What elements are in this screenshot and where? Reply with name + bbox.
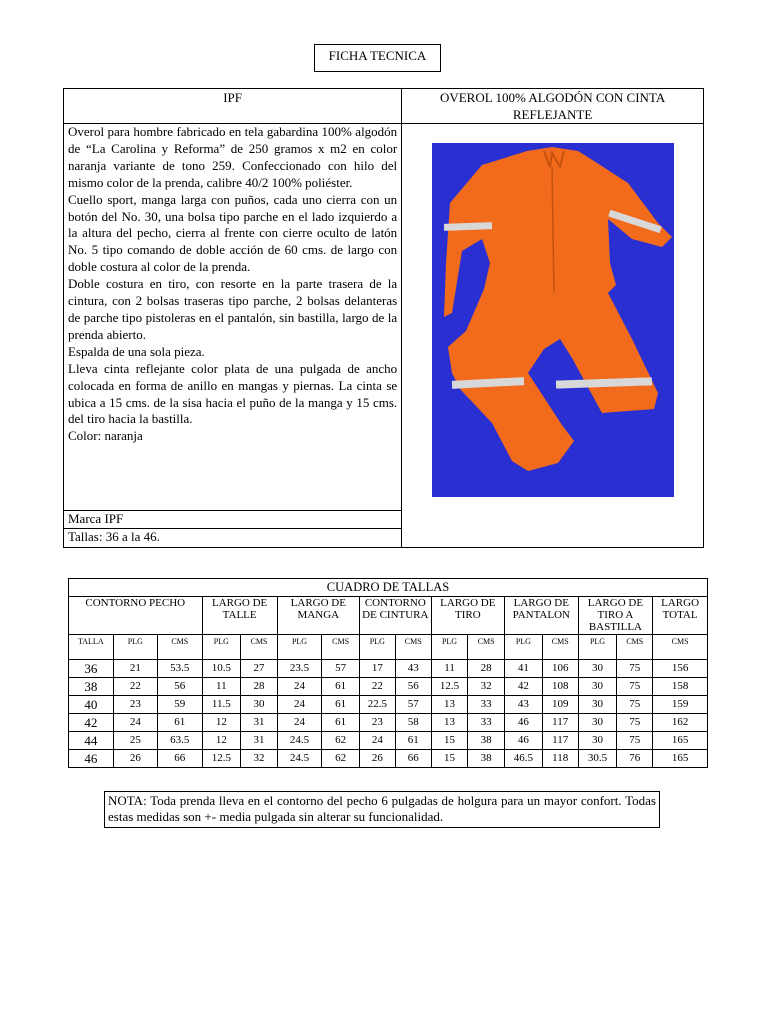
sizes-line: Tallas: 36 a la 46. — [64, 529, 402, 548]
description-paragraph: Cuello sport, manga larga con puños, cada uno cierra con un botón del No. 30, una bolsa tipo parche en el lado izquierdo a la altura del pecho, cierra al frente con cierre oculto de latón No. 5 tipo comando de doble acción de 60 cms. de largo con doble costura al color de la prenda. — [68, 191, 398, 275]
size-cell: 36 — [69, 660, 114, 678]
measure-cell: 27 — [241, 660, 278, 678]
measure-cell: 22 — [359, 678, 395, 696]
measure-cell: 75 — [617, 732, 653, 750]
measure-cell: 31 — [241, 732, 278, 750]
column-subheader: CMS — [322, 635, 360, 660]
measure-cell: 23.5 — [277, 660, 322, 678]
column-subheader: CMS — [395, 635, 431, 660]
measure-cell: 26 — [359, 750, 395, 768]
measure-cell: 76 — [617, 750, 653, 768]
column-subheader: TALLA — [69, 635, 114, 660]
group-header: LARGO DE MANGA — [277, 597, 359, 635]
measure-cell: 61 — [395, 732, 431, 750]
group-header: CONTORNO DE CINTURA — [359, 597, 431, 635]
measure-cell: 61 — [322, 678, 360, 696]
table-row — [69, 714, 708, 732]
measure-cell: 106 — [542, 660, 578, 678]
measure-cell: 30.5 — [578, 750, 617, 768]
measure-cell: 24 — [113, 714, 157, 732]
measure-cell: 117 — [542, 714, 578, 732]
size-chart-caption: CUADRO DE TALLAS — [69, 579, 708, 597]
measure-cell: 25 — [113, 732, 157, 750]
measure-cell: 13 — [431, 696, 468, 714]
table-row — [69, 750, 708, 768]
measure-cell: 59 — [158, 696, 202, 714]
measure-cell: 12 — [202, 732, 241, 750]
group-header: LARGO DE TIRO A BASTILLA — [578, 597, 653, 635]
column-subheader: PLG — [431, 635, 468, 660]
measure-cell: 56 — [395, 678, 431, 696]
measure-cell: 28 — [468, 660, 505, 678]
measure-cell: 31 — [241, 714, 278, 732]
measure-cell: 30 — [578, 714, 617, 732]
note: NOTA: Toda prenda lleva en el contorno del pecho 6 pulgadas de holgura para un mayor confort. Todas estas medidas son +- media pulgada sin alterar su funcionalidad. — [104, 791, 660, 828]
measure-cell: 57 — [395, 696, 431, 714]
column-subheader: PLG — [277, 635, 322, 660]
measure-cell: 165 — [653, 732, 708, 750]
spec-table — [63, 88, 704, 548]
measure-cell: 46 — [504, 732, 542, 750]
measure-cell: 162 — [653, 714, 708, 732]
measure-cell: 10.5 — [202, 660, 241, 678]
measure-cell: 61 — [158, 714, 202, 732]
measure-cell: 53.5 — [158, 660, 202, 678]
column-subheader: PLG — [578, 635, 617, 660]
column-subheader: CMS — [158, 635, 202, 660]
measure-cell: 13 — [431, 714, 468, 732]
brand-header: IPF — [64, 89, 402, 124]
measure-cell: 23 — [359, 714, 395, 732]
measure-cell: 21 — [113, 660, 157, 678]
table-row — [69, 732, 708, 750]
size-cell: 38 — [69, 678, 114, 696]
column-subheader: PLG — [113, 635, 157, 660]
measure-cell: 66 — [158, 750, 202, 768]
measure-cell: 22 — [113, 678, 157, 696]
measure-cell: 75 — [617, 660, 653, 678]
measure-cell: 108 — [542, 678, 578, 696]
measure-cell: 15 — [431, 750, 468, 768]
measure-cell: 38 — [468, 750, 505, 768]
measure-cell: 109 — [542, 696, 578, 714]
description-paragraph: Overol para hombre fabricado en tela gabardina 100% algodón de “La Carolina y Reforma” de 250 gramos x m2 en color naranja variante de tono 259. Confeccionado con hilo del mismo color de la prenda, calibre 40/2 100% poliéster. — [68, 124, 398, 190]
document-title: FICHA TECNICA — [314, 44, 441, 72]
description-paragraph: Doble costura en tiro, con resorte en la parte trasera de la cintura, con 2 bolsas traseras tipo parche, 2 bolsas delanteras de parche tipo pistoleras en el pantalón, sin bastilla, largo de la prenda abierto. — [68, 276, 398, 342]
size-cell: 40 — [69, 696, 114, 714]
measure-cell: 156 — [653, 660, 708, 678]
measure-cell: 63.5 — [158, 732, 202, 750]
column-subheader: CMS — [617, 635, 653, 660]
column-subheader: PLG — [359, 635, 395, 660]
group-header: LARGO TOTAL — [653, 597, 708, 635]
table-row — [69, 678, 708, 696]
measure-cell: 11 — [202, 678, 241, 696]
measure-cell: 30 — [578, 678, 617, 696]
description-paragraph: Color: naranja — [68, 428, 143, 444]
orange-coverall-photo — [432, 143, 674, 497]
measure-cell: 30 — [578, 696, 617, 714]
measure-cell: 56 — [158, 678, 202, 696]
size-cell: 42 — [69, 714, 114, 732]
description-paragraph: Lleva cinta reflejante color plata de una pulgada de ancho colocada en forma de anillo en mangas y piernas. La cinta se ubica a 15 cms. de la sisa hacia el puño de la manga y 15 cms. del tiro hacia la bastilla. — [68, 360, 398, 427]
measure-cell: 28 — [241, 678, 278, 696]
measure-cell: 57 — [322, 660, 360, 678]
measure-cell: 30 — [578, 732, 617, 750]
measure-cell: 159 — [653, 696, 708, 714]
measure-cell: 118 — [542, 750, 578, 768]
column-subheader: CMS — [653, 635, 708, 660]
measure-cell: 165 — [653, 750, 708, 768]
size-cell: 46 — [69, 750, 114, 768]
measure-cell: 43 — [395, 660, 431, 678]
column-subheader: PLG — [504, 635, 542, 660]
measure-cell: 32 — [241, 750, 278, 768]
measure-cell: 42 — [504, 678, 542, 696]
measure-cell: 30 — [578, 660, 617, 678]
column-subheader: PLG — [202, 635, 241, 660]
measure-cell: 43 — [504, 696, 542, 714]
group-header: CONTORNO PECHO — [69, 597, 203, 635]
measure-cell: 17 — [359, 660, 395, 678]
measure-cell: 12.5 — [202, 750, 241, 768]
brand-line: Marca IPF — [64, 511, 402, 529]
column-subheader: CMS — [241, 635, 278, 660]
column-subheader: CMS — [468, 635, 505, 660]
measure-cell: 58 — [395, 714, 431, 732]
product-header: OVEROL 100% ALGODÓN CON CINTA REFLEJANTE — [402, 89, 704, 124]
subheader-row — [69, 635, 708, 660]
measure-cell: 46.5 — [504, 750, 542, 768]
measure-cell: 24.5 — [277, 750, 322, 768]
table-row — [69, 696, 708, 714]
coverall-image — [432, 143, 674, 497]
measure-cell: 33 — [468, 696, 505, 714]
measure-cell: 117 — [542, 732, 578, 750]
column-subheader: CMS — [542, 635, 578, 660]
measure-cell: 158 — [653, 678, 708, 696]
measure-cell: 12.5 — [431, 678, 468, 696]
table-row — [69, 660, 708, 678]
measure-cell: 62 — [322, 732, 360, 750]
measure-cell: 24 — [277, 714, 322, 732]
measure-cell: 75 — [617, 696, 653, 714]
description-paragraph: Espalda de una sola pieza. — [68, 343, 205, 359]
size-cell: 44 — [69, 732, 114, 750]
size-rows — [69, 660, 708, 768]
photo-cell — [402, 124, 704, 548]
measure-cell: 22.5 — [359, 696, 395, 714]
measure-cell: 66 — [395, 750, 431, 768]
measure-cell: 24 — [359, 732, 395, 750]
measure-cell: 46 — [504, 714, 542, 732]
measure-cell: 38 — [468, 732, 505, 750]
measure-cell: 61 — [322, 714, 360, 732]
measure-cell: 30 — [241, 696, 278, 714]
group-header: LARGO DE PANTALON — [504, 597, 578, 635]
measure-cell: 33 — [468, 714, 505, 732]
measure-cell: 75 — [617, 714, 653, 732]
measure-cell: 62 — [322, 750, 360, 768]
measure-cell: 15 — [431, 732, 468, 750]
measure-cell: 61 — [322, 696, 360, 714]
measure-cell: 24 — [277, 696, 322, 714]
measure-cell: 41 — [504, 660, 542, 678]
measure-cell: 24.5 — [277, 732, 322, 750]
measure-cell: 75 — [617, 678, 653, 696]
measure-cell: 12 — [202, 714, 241, 732]
measure-cell: 26 — [113, 750, 157, 768]
group-header: LARGO DE TALLE — [202, 597, 277, 635]
measure-cell: 24 — [277, 678, 322, 696]
measure-cell: 32 — [468, 678, 505, 696]
group-header: LARGO DE TIRO — [431, 597, 504, 635]
product-description — [64, 124, 402, 511]
measure-cell: 23 — [113, 696, 157, 714]
size-chart — [68, 578, 708, 768]
measure-cell: 11 — [431, 660, 468, 678]
measure-cell: 11.5 — [202, 696, 241, 714]
